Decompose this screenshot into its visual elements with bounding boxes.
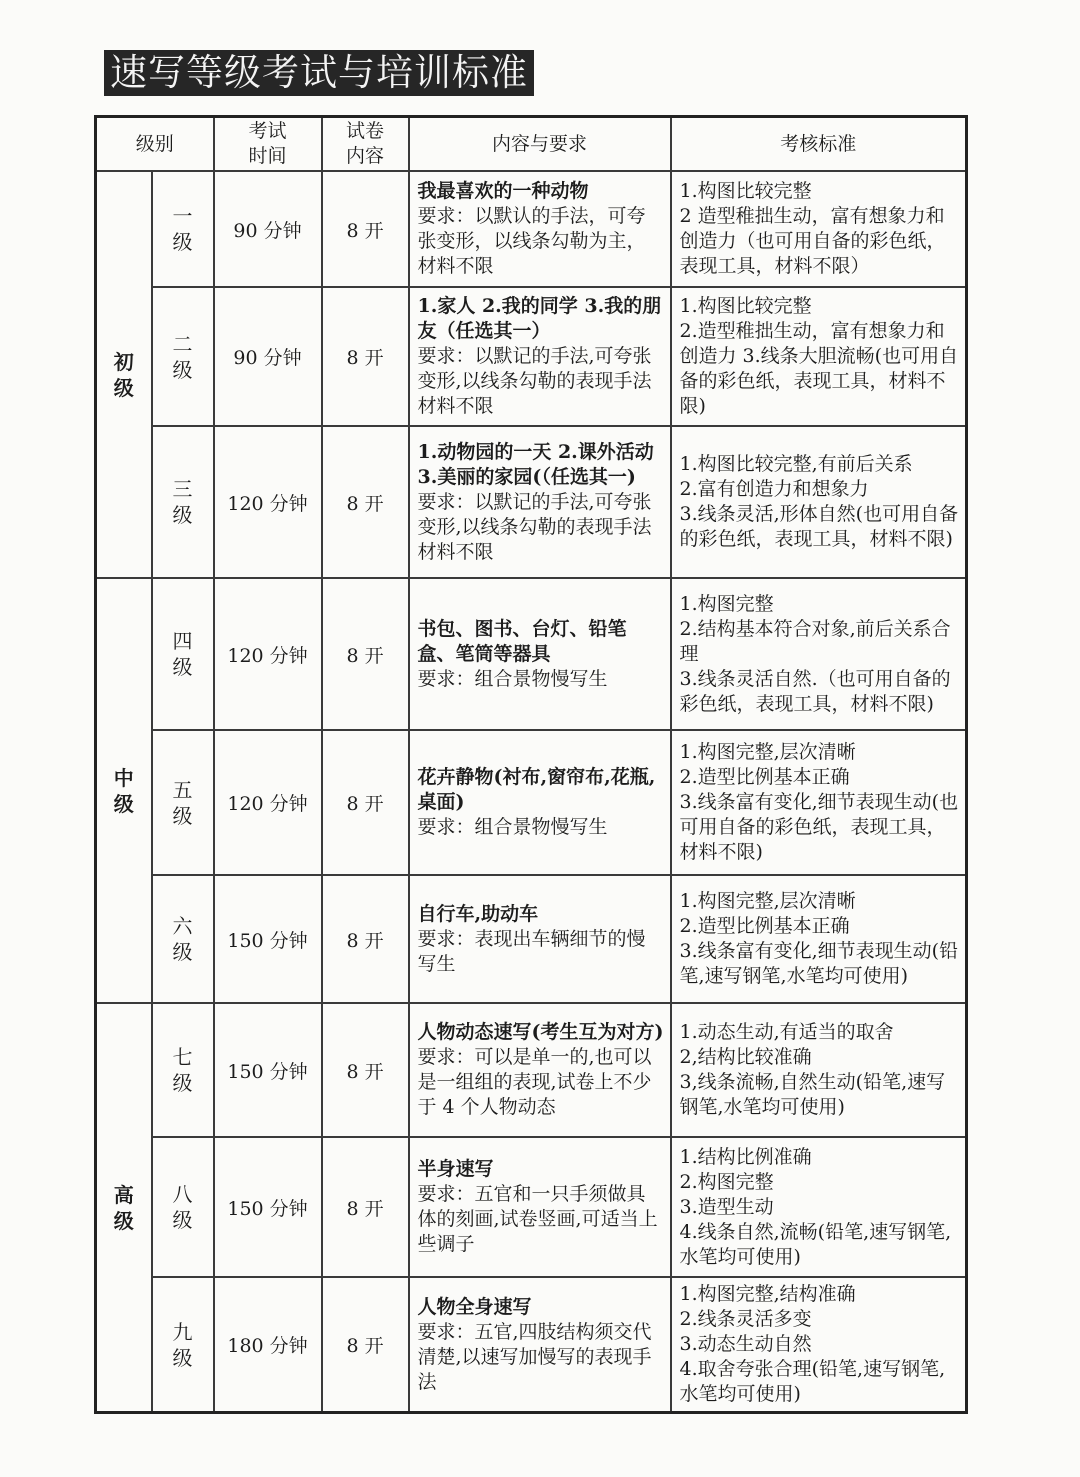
sub-level [152, 171, 214, 287]
criteria-item: 1.构图完整 [679, 592, 774, 615]
exam-time: 120 分钟 [214, 730, 322, 875]
sub-level-text: 六级 [172, 914, 193, 964]
sub-level-text: 七级 [172, 1045, 193, 1095]
content-requirements [409, 1137, 671, 1277]
sub-level [152, 578, 214, 730]
content-topic: 花卉静物(衬布,窗帘布,花瓶,桌面) [417, 766, 656, 813]
sub-level-text: 三级 [172, 477, 193, 527]
sub-level [152, 730, 214, 875]
sub-level-text: 二级 [172, 331, 193, 382]
exam-time: 120 分钟 [214, 578, 322, 730]
header-paper: 试卷 内容 [322, 117, 409, 172]
criteria-item: 2.造型稚拙生动，富有想象力和创造力 3.线条大胆流畅(也可用自备的彩色纸，表现工具，材料不限) [679, 320, 959, 417]
table-row [96, 1277, 967, 1413]
criteria-item: 2.造型比例基本正确 [679, 766, 850, 788]
criteria-item: 4.取舍夸张合理(铅笔,速写钢笔,水笔均可使用) [679, 1358, 946, 1405]
criteria-item: 2.结构基本符合对象,前后关系合理 [679, 617, 951, 665]
page-title: 速写等级考试与培训标准 [104, 50, 534, 96]
exam-time: 90 分钟 [214, 171, 322, 287]
paper-size: 8 开 [322, 1277, 409, 1413]
paper-size: 8 开 [322, 875, 409, 1003]
group-label [96, 578, 152, 1003]
table-header-row [96, 117, 967, 172]
content-requirement: 要求：五官和一只手须做具体的刻画,试卷竖画,可适当上些调子 [417, 1183, 658, 1255]
content-topic: 我最喜欢的一种动物 [417, 180, 589, 202]
assessment-criteria [671, 730, 967, 875]
sub-level-text: 一级 [172, 204, 193, 254]
exam-time: 150 分钟 [214, 1137, 322, 1277]
criteria-item: 2.造型比例基本正确 [679, 915, 850, 937]
content-requirements [409, 171, 671, 287]
content-topic: 自行车,助动车 [417, 902, 539, 925]
paper-size: 8 开 [322, 1003, 409, 1137]
criteria-item: 1.构图比较完整,有前后关系 [679, 453, 913, 475]
assessment-criteria [671, 578, 967, 730]
content-requirements [409, 730, 671, 875]
group-label [96, 171, 152, 578]
exam-time: 120 分钟 [214, 426, 322, 578]
sub-level [152, 1277, 214, 1413]
paper-size: 8 开 [322, 171, 409, 287]
content-requirement: 要求：以默记的手法,可夸张变形,以线条勾勒的表现手法材料不限 [417, 345, 652, 417]
content-topic: 1.动物园的一天 2.课外活动 3.美丽的家园(（任选其一) [417, 440, 654, 488]
content-requirement: 要求：五官,四肢结构须交代清楚,以速写加慢写的表现手法 [417, 1320, 652, 1393]
table-row [96, 426, 967, 578]
paper-size: 8 开 [322, 1137, 409, 1277]
content-requirements [409, 287, 671, 426]
criteria-item: 3,线条流畅,自然生动(铅笔,速写钢笔,水笔均可使用) [679, 1071, 946, 1118]
sub-level-text: 五级 [172, 777, 193, 828]
group-label-text: 初级 [113, 349, 134, 400]
criteria-item: 3.动态生动自然 [679, 1333, 812, 1355]
table-row [96, 1003, 967, 1137]
criteria-item: 1.构图比较完整 [679, 295, 812, 317]
table-row [96, 730, 967, 875]
criteria-item: 1.构图比较完整 [679, 180, 812, 202]
criteria-item: 2.富有创造力和想象力 [679, 478, 869, 500]
table-row [96, 287, 967, 426]
sub-level [152, 1003, 214, 1137]
content-topic: 半身速写 [417, 1158, 494, 1180]
sub-level-text: 八级 [172, 1182, 193, 1232]
sub-level-text: 四级 [172, 629, 193, 679]
table-row [96, 875, 967, 1003]
group-label-text: 高级 [113, 1182, 134, 1233]
exam-time: 180 分钟 [214, 1277, 322, 1413]
sub-level-text: 九级 [172, 1319, 193, 1370]
content-requirement: 要求：以默记的手法,可夸张变形,以线条勾勒的表现手法材料不限 [417, 490, 652, 563]
table-row [96, 1137, 967, 1277]
header-level: 级别 [96, 117, 214, 172]
assessment-criteria [671, 1003, 967, 1137]
content-topic: 书包、图书、台灯、铅笔盒、笔筒等器具 [417, 617, 627, 665]
criteria-item: 4.线条自然,流畅(铅笔,速写钢笔,水笔均可使用) [679, 1220, 952, 1268]
content-requirement: 要求：组合景物慢写生 [417, 667, 608, 690]
exam-time: 150 分钟 [214, 875, 322, 1003]
content-requirement: 要求：组合景物慢写生 [417, 816, 608, 838]
content-requirements [409, 1277, 671, 1413]
assessment-criteria [671, 287, 967, 426]
content-requirements [409, 426, 671, 578]
sub-level [152, 1137, 214, 1277]
assessment-criteria [671, 1137, 967, 1277]
content-requirement: 要求：表现出车辆细节的慢写生 [417, 927, 646, 975]
criteria-item: 2 造型稚拙生动，富有想象力和创造力（也可用自备的彩色纸，表现工具，材料不限） [679, 205, 946, 277]
criteria-item: 2.构图完整 [679, 1170, 774, 1193]
table-row [96, 578, 967, 730]
exam-time: 150 分钟 [214, 1003, 322, 1137]
paper-size: 8 开 [322, 287, 409, 426]
exam-time: 90 分钟 [214, 287, 322, 426]
criteria-item: 3.线条富有变化,细节表现生动(也可用自备的彩色纸，表现工具，材料不限) [679, 791, 959, 863]
header-time: 考试 时间 [214, 117, 322, 172]
content-requirements [409, 1003, 671, 1137]
criteria-item: 1.构图完整,层次清晰 [679, 890, 856, 912]
standards-table [94, 115, 968, 1414]
criteria-item: 1.动态生动,有适当的取舍 [679, 1021, 894, 1043]
assessment-criteria [671, 875, 967, 1003]
group-label [96, 1003, 152, 1413]
content-topic: 人物动态速写(考生互为对方) [417, 1021, 664, 1043]
criteria-item: 3.线条灵活,形体自然(也可用自备的彩色纸，表现工具，材料不限) [679, 503, 959, 550]
criteria-item: 2,结构比较准确 [679, 1046, 812, 1068]
assessment-criteria [671, 171, 967, 287]
header-criteria: 考核标准 [671, 117, 967, 172]
criteria-item: 3.线条富有变化,细节表现生动(铅笔,速写钢笔,水笔均可使用) [679, 940, 959, 987]
assessment-criteria [671, 1277, 967, 1413]
header-content: 内容与要求 [409, 117, 671, 172]
content-requirement: 要求：可以是单一的,也可以是一组组的表现,试卷上不少于 4 个人物动态 [417, 1046, 652, 1118]
sub-level [152, 426, 214, 578]
content-topic: 人物全身速写 [417, 1295, 532, 1318]
paper-size: 8 开 [322, 730, 409, 875]
group-label-text: 中级 [113, 765, 134, 816]
content-requirements [409, 578, 671, 730]
sub-level [152, 287, 214, 426]
content-requirements [409, 875, 671, 1003]
sub-level [152, 875, 214, 1003]
content-requirement: 要求：以默认的手法，可夸张变形，以线条勾勒为主，材料不限 [417, 205, 646, 277]
table-row [96, 171, 967, 287]
criteria-item: 3.造型生动 [679, 1195, 774, 1218]
criteria-item: 1.结构比例准确 [679, 1145, 812, 1168]
content-topic: 1.家人 2.我的同学 3.我的朋友（任选其一） [417, 295, 662, 342]
paper-size: 8 开 [322, 578, 409, 730]
criteria-item: 1.构图完整,结构准确 [679, 1283, 856, 1305]
criteria-item: 2.线条灵活多变 [679, 1308, 812, 1330]
paper-size: 8 开 [322, 426, 409, 578]
assessment-criteria [671, 426, 967, 578]
criteria-item: 1.构图完整,层次清晰 [679, 741, 856, 763]
criteria-item: 3.线条灵活自然.（也可用自备的彩色纸，表现工具，材料不限) [679, 667, 951, 715]
